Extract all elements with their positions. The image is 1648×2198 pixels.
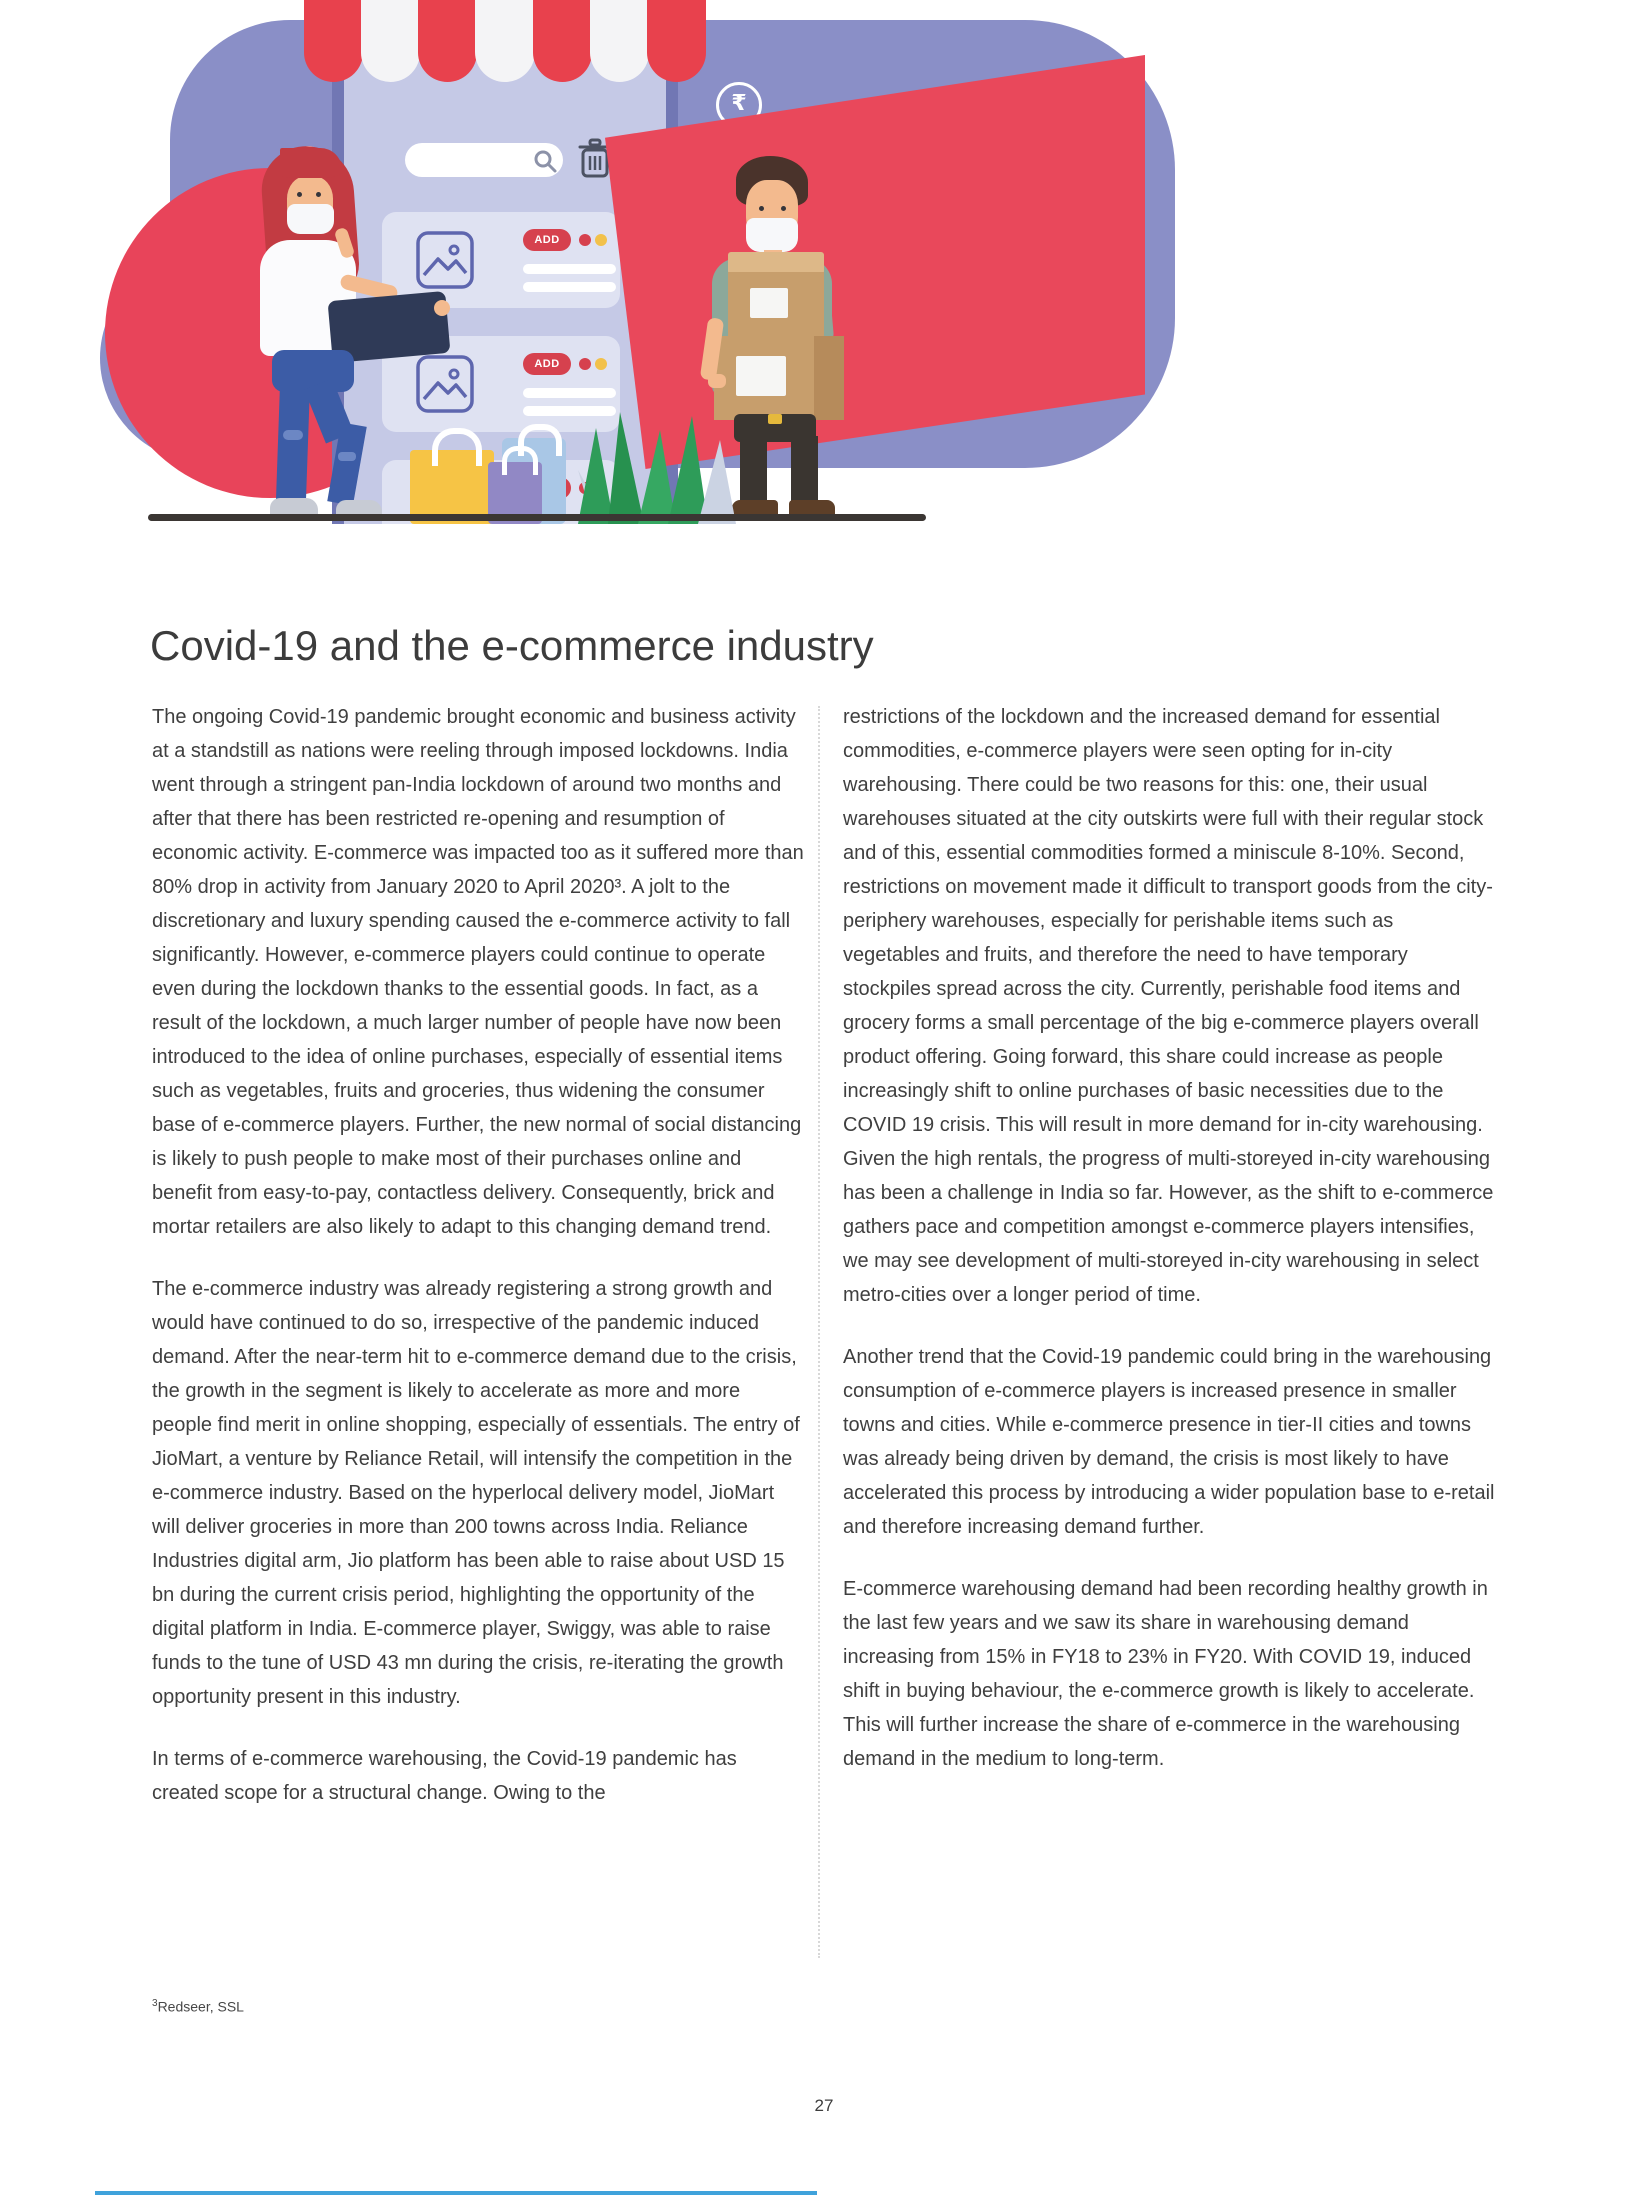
left-column <box>152 700 804 1838</box>
paragraph: The ongoing Covid-19 pandemic brought economic and business activity at a standstill as nations were reeling through imposed lockdowns. India went through a stringent pan-India lockdown of around two months and after that there has been restricted re-opening and resumption of economic activity. E-commerce was impacted too as it suffered more than 80% drop in activity from January 2020 to April 2020³. A jolt to the discretionary and luxury spending caused the e-commerce activity to fall significantly. However, e-commerce players could continue to operate even during the lockdown thanks to the essential goods. In fact, as a result of the lockdown, a much larger number of people have now been introduced to the idea of online purchases, especially of essential items such as vegetables, fruits and groceries, thus widening the consumer base of e-commerce players. Further, the new normal of social distancing is likely to push people to make most of their purchases online and benefit from easy-to-pay, contactless delivery. Consequently, brick and mortar retailers are also likely to adapt to this changing demand trend. <box>152 706 804 1238</box>
add-button: ADD <box>523 229 571 251</box>
man-pants-leg <box>791 436 818 506</box>
paragraph: Another trend that the Covid-19 pandemic could bring in the warehousing consumption of e-commerce players is increased presence in smaller towns and cities. While e-commerce presence in tier-II cities and towns was already being driven by demand, the crisis is most likely to have accelerated this process by introducing a wider population base to e-retail and therefore increasing demand further. <box>843 1346 1495 1538</box>
add-button: ADD <box>523 353 571 375</box>
right-column <box>843 700 1495 1804</box>
bag-handle <box>432 428 482 466</box>
footnote-marker: 3 <box>152 1998 158 2009</box>
cardboard-box-shade <box>814 336 844 420</box>
box-label <box>736 356 786 396</box>
bag-handle <box>502 446 538 475</box>
man-eye <box>781 206 786 211</box>
rupee-coin-icon: ₹ <box>716 82 762 128</box>
paragraph: In terms of e-commerce warehousing, the Covid-19 pandemic has created scope for a structural change. Owing to the <box>152 1748 737 1804</box>
cardboard-box-flap <box>728 252 824 274</box>
footnote-text: Redseer, SSL <box>157 1998 244 2015</box>
paragraph: restrictions of the lockdown and the increased demand for essential commodities, e-commerce players were seen opting for in-city warehousing. There could be two reasons for this: one, their usual warehouses situated at the city outskirts were full with their regular stock and of this, essential commodities formed a miniscule 8-10%. Second, restrictions on movement made it difficult to transport goods from the city-periphery warehouses, especially for perishable items such as vegetables and fruits, and therefore the need to have temporary stockpiles spread across the city. Currently, perishable food items and grocery forms a small percentage of the big e-commerce players overall product offering. Going forward, this share could increase as people increasingly shift to online purchases of basic necessities due to the COVID 19 crisis. This will result in more demand for in-city warehousing. Given the high rentals, the progress of multi-storeyed in-city warehousing has been a challenge in India so far. However, as the shift to e-commerce gathers pace and competition amongst e-commerce players intensifies, we may see development of multi-storeyed in-city warehousing in select metro-cities over a longer period of time. <box>843 706 1494 1306</box>
footnote <box>152 1998 244 2015</box>
paragraph: The e-commerce industry was already registering a strong growth and would have continued to do so, irrespective of the pandemic induced demand. After the near-term hit to e-commerce demand due to the crisis, the growth in the segment is likely to accelerate as more and more people find merit in online shopping, especially of essentials. The entry of JioMart, a venture by Reliance Retail, will intensify the competition in the e-commerce industry. Based on the hyperlocal delivery model, JioMart will deliver groceries in more than 200 towns across India. Reliance Industries digital arm, Jio platform has been able to raise about USD 15 bn during the current crisis period, highlighting the opportunity of the digital platform in India. E-commerce player, Swiggy, was able to raise funds to the tune of USD 43 mn during the crisis, re-iterating the growth opportunity present in this industry. <box>152 1278 800 1708</box>
page-title: Covid-19 and the e-commerce industry <box>150 622 874 670</box>
column-divider <box>818 706 820 1958</box>
plant-illustration <box>568 410 748 524</box>
box-label <box>750 288 788 318</box>
ground-line <box>148 514 926 521</box>
page-number: 27 <box>814 2096 834 2115</box>
paragraph: E-commerce warehousing demand had been recording healthy growth in the last few years and we saw its share in warehousing demand increasing from 15% in FY18 to 23% in FY20. With COVID 19, induced shift in buying behaviour, the e-commerce growth is likely to accelerate. This will further increase the share of e-commerce in the warehousing demand in the medium to long-term. <box>843 1578 1488 1770</box>
belt-buckle <box>768 414 782 424</box>
footer-accent-rule <box>95 2191 817 2195</box>
header-illustration <box>100 0 1180 524</box>
man-hand <box>708 374 726 388</box>
man-face-mask <box>746 218 798 252</box>
man-eye <box>759 206 764 211</box>
